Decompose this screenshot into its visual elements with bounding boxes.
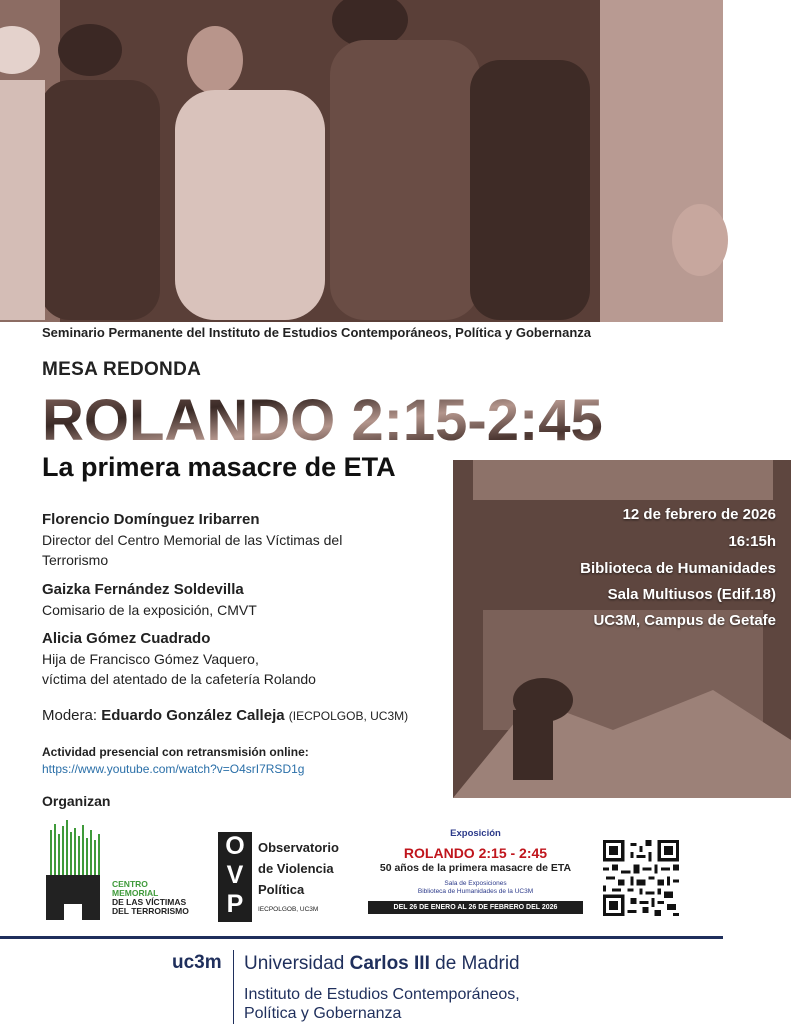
speaker-role-line2: víctima del atentado de la cafetería Rolando bbox=[42, 671, 316, 687]
main-title bbox=[40, 388, 620, 453]
expo-place-line: Sala de Exposiciones bbox=[444, 880, 507, 887]
university-name-post: de Madrid bbox=[429, 953, 520, 974]
header-photo bbox=[0, 0, 723, 322]
ovp-letter: V bbox=[226, 861, 244, 889]
cmvt-text bbox=[112, 880, 189, 916]
speaker-3 bbox=[42, 629, 462, 689]
expo-place-line: Biblioteca de Humanidades de la UC3M bbox=[417, 888, 534, 895]
photo-illustration bbox=[0, 0, 723, 322]
online-notice: Actividad presencial con retransmisión online: bbox=[42, 745, 309, 759]
speaker-role: Director del Centro Memorial de las Víctimas del Terrorismo bbox=[42, 532, 343, 568]
cmvt-line: CENTRO bbox=[112, 879, 148, 889]
cmvt-emblem-icon bbox=[46, 820, 106, 920]
moderator-label: Modera: bbox=[42, 707, 98, 724]
moderator bbox=[42, 707, 408, 724]
organizers-label: Organizan bbox=[42, 793, 111, 809]
institute-line: Política y Gobernanza bbox=[244, 1005, 402, 1022]
ovp-letter: P bbox=[226, 890, 244, 918]
ovp-letter: O bbox=[225, 832, 245, 860]
institute-name bbox=[244, 985, 520, 1023]
event-kind: MESA REDONDA bbox=[42, 359, 202, 380]
event-date: 12 de febrero de 2026 bbox=[622, 506, 776, 523]
ovp-sub: IECPOLGOB, UC3M bbox=[258, 906, 319, 913]
ovp-name bbox=[258, 837, 339, 900]
event-info-circle bbox=[453, 460, 791, 798]
seminar-series: Seminario Permanente del Instituto de Estudios Contemporáneos, Política y Gobernanza bbox=[42, 325, 591, 340]
cmvt-line: MEMORIAL bbox=[112, 888, 159, 898]
event-venue-3: UC3M, Campus de Getafe bbox=[593, 612, 776, 629]
university-name-bold: Carlos III bbox=[349, 953, 430, 974]
speaker-name: Florencio Domínguez Iribarren bbox=[42, 511, 260, 528]
expo-place bbox=[368, 880, 583, 896]
ovp-line: de Violencia bbox=[258, 861, 334, 876]
university-name bbox=[244, 953, 520, 975]
cmvt-line: DE LAS VÍCTIMAS bbox=[112, 897, 187, 907]
event-venue-1: Biblioteca de Humanidades bbox=[580, 560, 776, 577]
exposition-info bbox=[368, 828, 583, 914]
institute-line: Instituto de Estudios Contemporáneos, bbox=[244, 986, 520, 1003]
qr-code-icon[interactable] bbox=[603, 840, 679, 916]
footer-divider bbox=[0, 936, 723, 939]
speaker-name: Alicia Gómez Cuadrado bbox=[42, 630, 211, 647]
ovp-line: Política bbox=[258, 882, 305, 897]
event-venue-2: Sala Multiusos (Edif.18) bbox=[607, 586, 776, 603]
speaker-2 bbox=[42, 580, 462, 620]
expo-dates: DEL 26 DE ENERO AL 26 DE FEBRERO DEL 2026 bbox=[368, 901, 583, 914]
cmvt-logo bbox=[46, 820, 206, 924]
youtube-link[interactable]: https://www.youtube.com/watch?v=O4srI7RSD1g bbox=[42, 762, 305, 776]
speaker-1 bbox=[42, 510, 462, 570]
university-name-pre: Universidad bbox=[244, 953, 350, 974]
expo-label: Exposición bbox=[450, 828, 501, 839]
subtitle: La primera masacre de ETA bbox=[42, 452, 396, 482]
main-title-text: ROLANDO 2:15-2:45 bbox=[42, 388, 603, 453]
uc3m-logo: uc3m bbox=[172, 952, 222, 973]
expo-title: ROLANDO 2:15 - 2:45 bbox=[403, 845, 548, 861]
moderator-affiliation: (IECPOLGOB, UC3M) bbox=[288, 709, 409, 723]
speaker-role: Comisario de la exposición, CMVT bbox=[42, 602, 257, 618]
event-time: 16:15h bbox=[728, 533, 776, 550]
footer-separator bbox=[233, 950, 234, 1024]
speaker-role-line1: Hija de Francisco Gómez Vaquero, bbox=[42, 651, 259, 667]
ovp-logo bbox=[218, 832, 358, 922]
ovp-letters bbox=[218, 832, 252, 922]
cmvt-line: DEL TERRORISMO bbox=[112, 906, 189, 916]
expo-subtitle: 50 años de la primera masacre de ETA bbox=[379, 862, 572, 874]
ovp-line: Observatorio bbox=[258, 840, 339, 855]
speaker-name: Gaizka Fernández Soldevilla bbox=[42, 581, 244, 598]
moderator-name: Eduardo González Calleja bbox=[101, 707, 285, 724]
